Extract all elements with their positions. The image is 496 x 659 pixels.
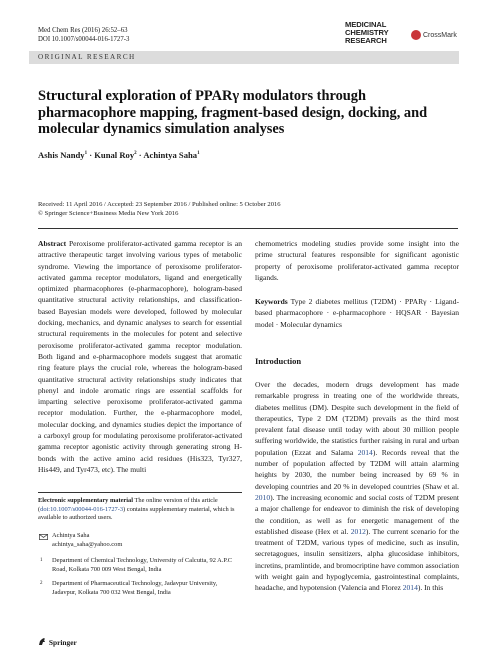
divider: [38, 228, 458, 229]
article-type-bar: [29, 51, 459, 64]
affiliation-text: Department of Chemical Technology, University of Calcutta, 92 A.P.C Road, Kolkata 700 009 West Bengal, India: [52, 557, 233, 573]
springer-horse-icon: [38, 637, 47, 646]
affiliation-item: [38, 580, 242, 597]
doi-link[interactable]: doi:10.1007/s00044-016-1727-3: [40, 505, 124, 513]
journal-citation: [38, 26, 129, 44]
author-list: [38, 150, 200, 160]
abstract-continued: [255, 238, 459, 330]
journal-logo[interactable]: [345, 21, 465, 53]
keywords: [255, 296, 459, 330]
journal-doi-line: DOI 10.1007/s00044-016-1727-3: [38, 36, 130, 43]
author-affiliation-mark: 2: [134, 151, 137, 157]
citation-link[interactable]: 2014: [357, 447, 373, 457]
journal-logo-text: MEDICINAL CHEMISTRY RESEARCH: [345, 20, 389, 46]
publisher-logo: [38, 637, 77, 647]
supplementary-note: Electronic supplementary material The online version of this article (doi:10.1007/s00044-016-1727-3) contains supplementary material, which is available to authorized users.: [38, 497, 235, 522]
author-separator: ·: [87, 150, 95, 160]
copyright-line: © Springer Science+Business Media New York 2016: [38, 209, 179, 217]
author-name[interactable]: Kunal Roy: [94, 150, 135, 160]
citation-link[interactable]: 2010: [255, 492, 271, 502]
citation-link[interactable]: 2012: [350, 526, 366, 536]
history-dates: Received: 11 April 2016 / Accepted: 23 September 2016 / Published online: 5 October 2016: [38, 201, 281, 208]
publisher-name: Springer: [48, 638, 77, 647]
keywords-label: Keywords: [255, 297, 288, 307]
author-name[interactable]: Achintya Saha: [143, 150, 198, 160]
abstract: [38, 238, 242, 475]
author-affiliation-mark: 1: [84, 151, 88, 157]
article-type-label: ORIGINAL RESEARCH: [38, 53, 136, 61]
abstract-continued-text: chemometrics modeling studies provide some insight into the prime structural features responsible for significant agonistic property of peroxisome proliferator-activated gamma receptor ligands.: [255, 239, 459, 282]
author-affiliation-mark: 1: [197, 151, 200, 157]
envelope-icon: [39, 534, 48, 540]
esm-label: Electronic supplementary material: [38, 497, 134, 504]
abstract-text: Peroxisome proliferator-activated gamma receptor is an attractive therapeutic target involving various types of metabolic syndrome. Viewing the importance of peroxisome proliferator-activated gamma receptor modulators, ligand and energetically optimized pharmacophores (e-pharmacophore), hologram-based quantitative structural activity relationships, and classification-based Bayesian models were developed, followed by molecular docking, mechanics, and dynamic analyses to search for essential structural requirements in the molecules for potent and selective peroxisome proliferator-activated gamma receptor modulation. Both ligand and e-pharmacophore models suggest that aromatic ring feature plays the crucial role, whereas the hologram-based quantitative structural activity relationships study indicates that phenyl and indole aromatic rings are essential scaffolds for imparting selective peroxisome proliferator-activated gamma receptor modulation. Further, the e-pharmacophore model, molecular docking, and dynamics studies depict the importance of a carboxyl group for modulating peroxisome proliferator-activated gamma receptor agonistic activity through generating strong H-bonds with the active amino acid residues (His323, Tyr327, His449, and Tyr473, etc). The multi: [38, 239, 242, 474]
corresponding-author-email[interactable]: achintya_saha@yahoo.com: [52, 540, 123, 548]
footnote-divider: [38, 492, 242, 493]
introduction-heading: Introduction: [255, 356, 302, 366]
corresponding-author-name: Achintya Saha: [52, 532, 90, 539]
keywords-text: Type 2 diabetes mellitus (T2DM) · PPARγ · Ligand-based pharmacophore · e-pharmacophore · HQSAR · Bayesian model · Molecular dynamics: [255, 297, 459, 329]
introduction-text: Over the decades, modern drugs development has made remarkable progress in treating one of the worldwide threats, diabetes mellitus (DM). Despite such development in the field of therapeutics, Type 2 DM (T2DM) prevails as the third most prevalent fatal disease until today with about 30 million people suffering worldwide, the statistics further raising in rural and urban population (Ezzat and Salama 2014). Records reveal that the number of population affected by T2DM will attain alarming heights by 2030, the number being increased by 69 % in developing countries and 20 % in developed countries (Shaw et al. 2010). The increasing economic and social costs of T2DM present a major challenge for endeavor to diminish the risk of developing the condition, as well as for energetic management of the established disease (Hex et al. 2012). The current scenario for the treatment of T2DM, various types of medicine, such as insulin, secretagogues, insulin sensitizers, alpha glucosidase inhibitors, incretins, pramlintide, and bromocriptine have common association with weight gain and hypoglycemia, gastrointestinal complaints, headache, and hypotension (Valencia and Florez 2014). In this: [255, 380, 459, 593]
correspondence-block: [38, 532, 242, 598]
abstract-label: Abstract: [38, 239, 67, 248]
affiliation-text: Department of Pharmaceutical Technology, Jadavpur University, Jadavpur, Kolkata 700 032 West Bengal, India: [52, 580, 218, 596]
journal-volume-line: Med Chem Res (2016) 26:52–63: [38, 27, 128, 34]
article-title: Structural exploration of PPARγ modulators through pharmacophore mapping, fragment-based design, docking, and molecular dynamics simulation analyses: [38, 88, 428, 138]
affiliation-number: 2: [40, 581, 43, 587]
crossmark-label[interactable]: CrossMark: [423, 32, 457, 39]
author-separator: ·: [136, 150, 144, 160]
publication-dates: [38, 201, 281, 219]
author-name[interactable]: Ashis Nandy: [38, 150, 85, 160]
affiliation-list: [38, 557, 242, 597]
affiliation-number: 1: [40, 558, 43, 564]
crossmark-icon[interactable]: [411, 30, 421, 40]
affiliation-item: [38, 557, 242, 574]
citation-link[interactable]: 2014: [402, 583, 418, 593]
